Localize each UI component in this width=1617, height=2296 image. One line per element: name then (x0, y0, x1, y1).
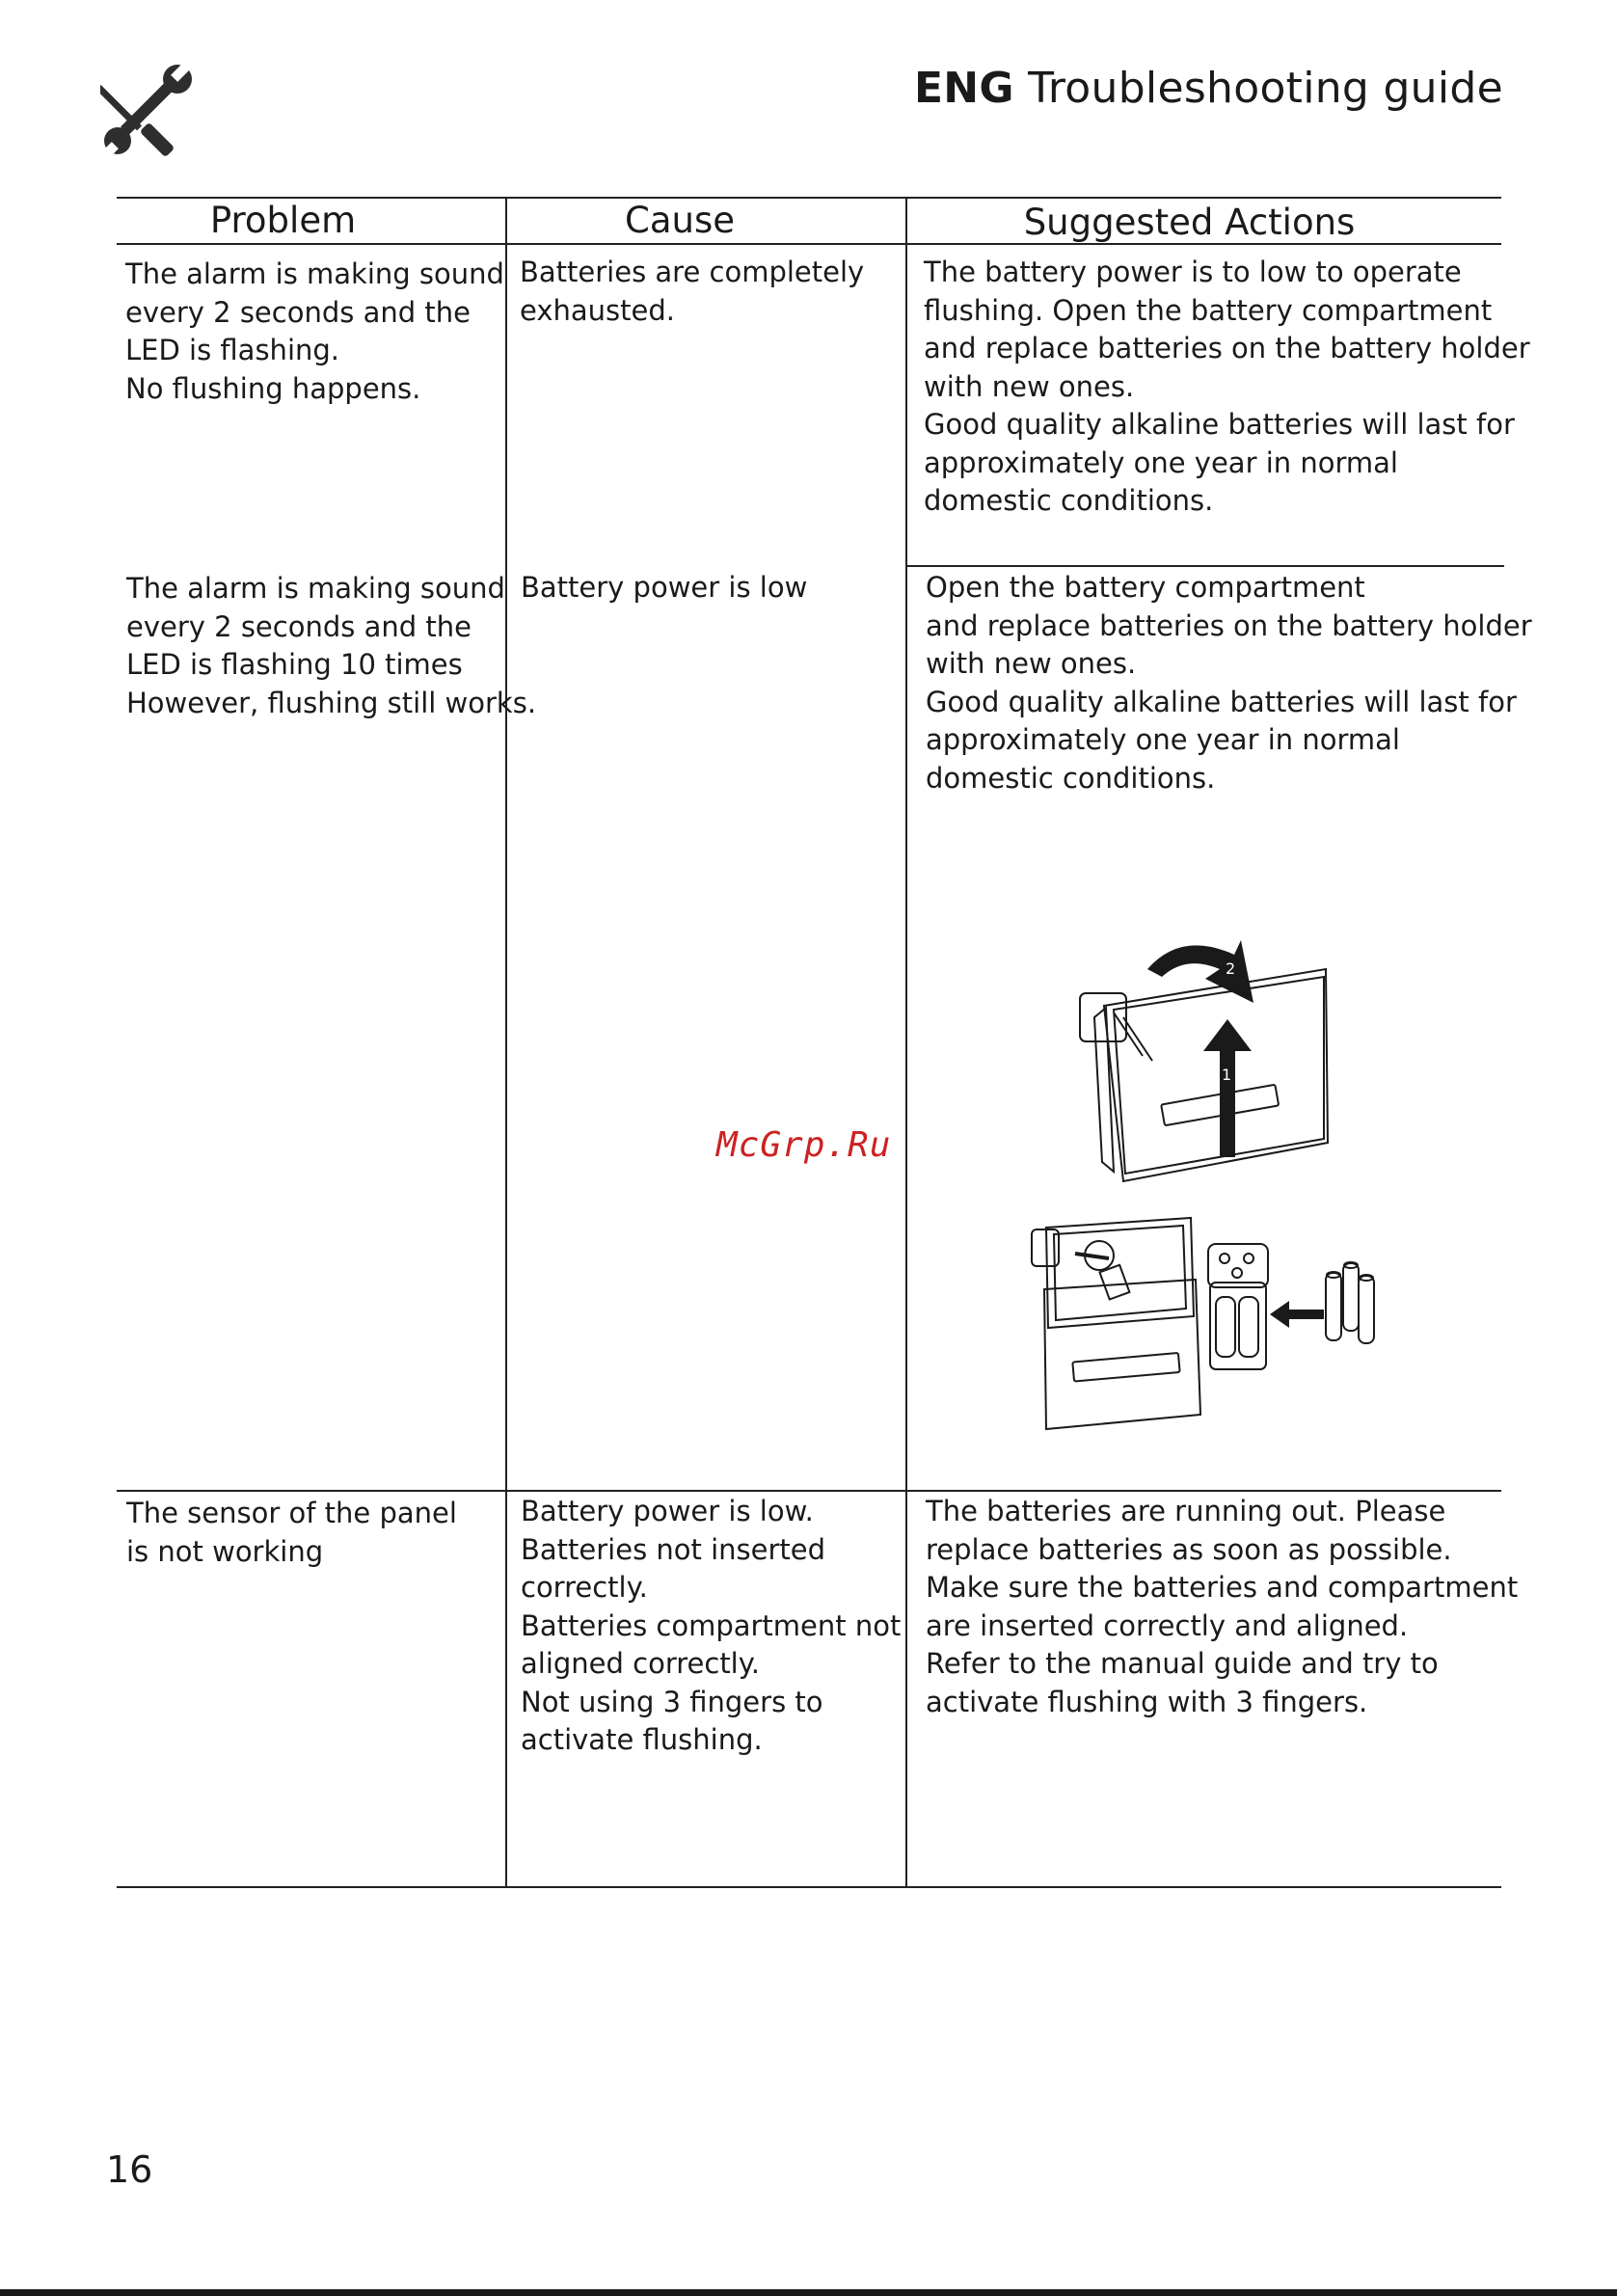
cause-cell: Battery power is low (521, 571, 808, 604)
lift-arrow (1203, 1019, 1252, 1157)
battery-compartment-drawing (1032, 1218, 1200, 1429)
page-number: 16 (106, 2148, 153, 2191)
row-divider (117, 1490, 1501, 1492)
language-code: ENG (913, 64, 1014, 113)
page-title (914, 64, 1503, 113)
row-divider (906, 565, 1504, 567)
action-cell: The batteries are running out. Please replace batteries as soon as possible. Make sure the batteries and compartment are inserted correctly and aligned. Refer to the manual guide and try to activate flushing with 3 fingers. (926, 1495, 1519, 1718)
battery-replacement-illustration (1017, 911, 1384, 1437)
column-divider (905, 197, 907, 1886)
step-label-1: 1 (1222, 1066, 1232, 1084)
title-text: Troubleshooting guide (1028, 64, 1503, 113)
table-header-border (117, 243, 1501, 245)
battery-holder-drawing (1208, 1244, 1268, 1369)
column-header-cause: Cause (625, 200, 735, 241)
problem-cell: The alarm is making sound every 2 seconds and the LED is flashing 10 times However, flushing still works. (126, 572, 537, 719)
flush-panel-open-drawing (1080, 969, 1328, 1181)
column-divider (505, 197, 507, 1886)
batteries-drawing (1326, 1262, 1374, 1343)
column-header-actions: Suggested Actions (1023, 202, 1356, 243)
action-cell: Open the battery compartment and replace batteries on the battery holder with new ones. Good quality alkaline batteries will last for approximately one year in normal domestic conditions. (926, 571, 1532, 795)
bottom-rule (0, 2289, 1617, 2296)
tools-icon (100, 64, 197, 160)
cause-cell: Battery power is low. Batteries not inserted correctly. Batteries compartment not aligned correctly. Not using 3 fingers to activate flushing. (521, 1495, 902, 1756)
insert-arrow (1270, 1301, 1324, 1328)
rotate-arrow (1147, 940, 1253, 1003)
action-cell: The battery power is to low to operate flushing. Open the battery compartment and replace batteries on the battery holder with new ones. Good quality alkaline batteries will last for approximately one year in normal domestic conditions. (924, 256, 1530, 517)
watermark: McGrp.Ru (716, 1125, 892, 1165)
column-header-problem: Problem (209, 200, 357, 241)
table-bottom-border (117, 1886, 1501, 1888)
cause-cell: Batteries are completely exhausted. (520, 256, 865, 327)
problem-cell: The alarm is making sound every 2 seconds and the LED is flashing. No flushing happens. (125, 257, 504, 405)
step-label-2: 2 (1226, 959, 1236, 978)
problem-cell: The sensor of the panel is not working (126, 1497, 457, 1568)
table-top-border (117, 197, 1501, 199)
